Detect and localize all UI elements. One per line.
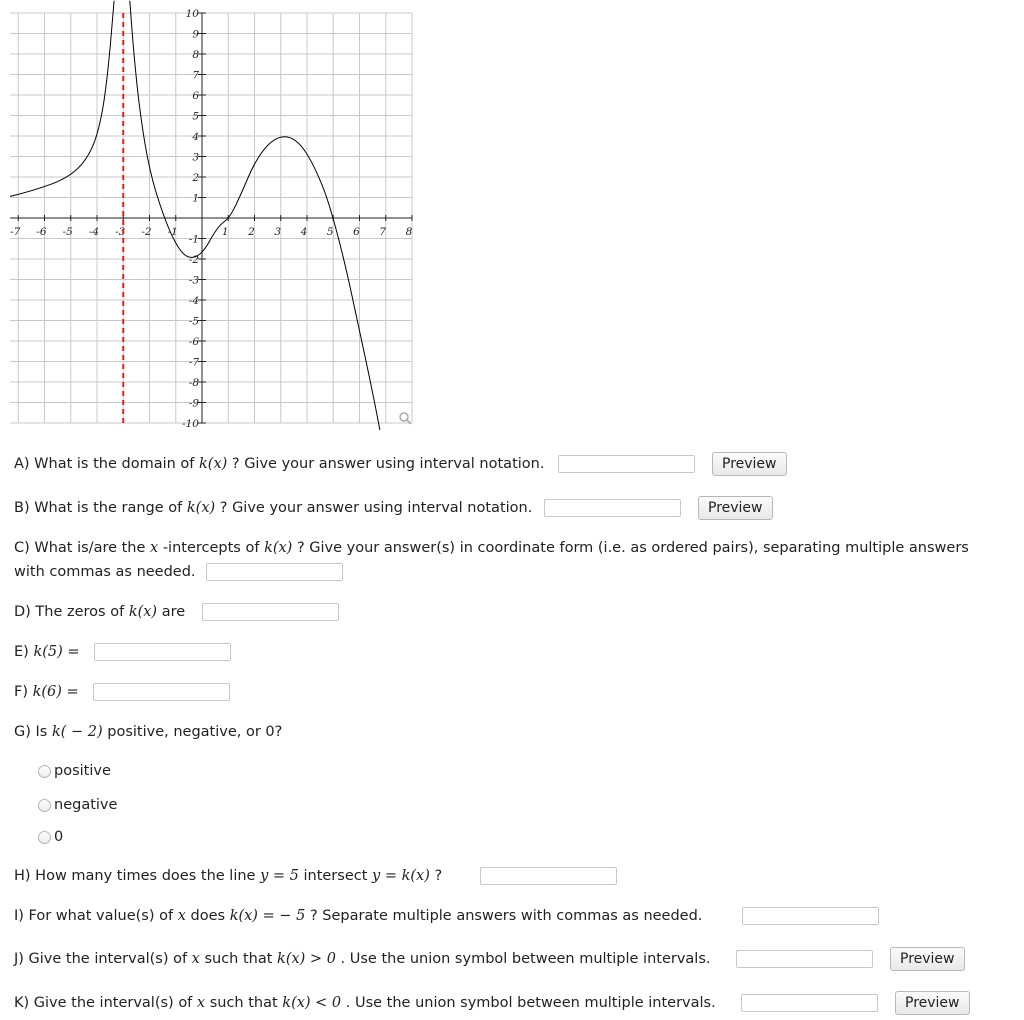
question-k-variable: x	[196, 995, 206, 1011]
question-f-label: F)	[14, 684, 28, 700]
y-tick-label: 3	[192, 151, 199, 164]
question-g-function: k( − 2)	[51, 724, 103, 740]
x-tick-label: 6	[353, 226, 360, 238]
question-j-mid: such that	[204, 951, 273, 967]
x-tick-label: 7	[379, 226, 387, 238]
question-d-function: k(x)	[128, 604, 158, 620]
y-tick-label: -5	[188, 315, 199, 328]
x-tick-label: 5	[326, 226, 334, 238]
curve-left-branch	[10, 1, 114, 201]
k-equals-neg5-input[interactable]	[742, 907, 879, 925]
question-g-text: positive, negative, or 0?	[107, 724, 283, 740]
question-i-label: I) For what value(s) of	[14, 908, 174, 924]
question-c-line2: with commas as needed.	[14, 564, 196, 580]
y-tick-label: 6	[192, 90, 199, 102]
question-i-equation: k(x) = − 5	[229, 908, 306, 924]
question-c	[14, 538, 969, 558]
y-tick-label: -4	[188, 295, 199, 307]
radio-positive[interactable]	[38, 765, 51, 778]
question-k-label: K) Give the interval(s) of	[14, 995, 193, 1011]
question-i-variable: x	[177, 908, 186, 924]
preview-button-j[interactable]: Preview	[890, 947, 965, 971]
question-a-label: A) What is the domain of	[14, 456, 195, 472]
function-graph	[10, 0, 436, 430]
y-tick-label: 9	[192, 28, 199, 41]
preview-button-a[interactable]: Preview	[712, 452, 787, 476]
question-k-text: . Use the union symbol between multiple intervals.	[345, 995, 716, 1011]
x-tick-label: -5	[62, 226, 73, 238]
question-g-label: G) Is	[14, 724, 48, 740]
x-tick-label: -4	[88, 226, 100, 238]
question-k	[14, 993, 716, 1013]
question-h-line-eq: y = 5	[260, 868, 299, 884]
question-e-function: k(5)	[33, 644, 63, 660]
question-d-label: D) The zeros of	[14, 604, 125, 620]
y-tick-label: 7	[192, 69, 199, 82]
x-tick-label: 4	[300, 226, 308, 238]
x-tick-label: -1	[167, 226, 178, 238]
negative-interval-input[interactable]	[741, 994, 878, 1012]
y-tick-label: -6	[188, 336, 199, 348]
x-tick-label: -2	[141, 226, 152, 238]
question-j-text: . Use the union symbol between multiple intervals.	[340, 951, 711, 967]
question-a	[14, 454, 544, 474]
question-h-mid: intersect	[303, 868, 368, 884]
question-c-function: k(x)	[264, 540, 293, 556]
y-tick-label: -1	[188, 233, 199, 246]
option-zero[interactable]	[38, 829, 63, 845]
magnifier-icon	[400, 413, 411, 424]
y-tick-label: 5	[192, 110, 199, 123]
question-b-function: k(x)	[186, 500, 216, 516]
x-tick-label: 3	[274, 226, 282, 238]
question-i-text: ? Separate multiple answers with commas as needed.	[309, 908, 703, 924]
option-positive[interactable]	[38, 763, 111, 779]
question-j-inequality: k(x) > 0	[277, 951, 336, 967]
option-negative-label: negative	[54, 797, 118, 813]
y-tick-label: 4	[192, 131, 199, 143]
question-h-function-eq: y = k(x)	[372, 868, 430, 884]
positive-interval-input[interactable]	[736, 950, 873, 968]
question-k-inequality: k(x) < 0	[282, 995, 342, 1011]
y-tick-label: 8	[192, 49, 199, 61]
question-j-variable: x	[191, 951, 200, 967]
option-negative[interactable]	[38, 797, 117, 813]
graph-canvas	[10, 0, 436, 430]
k5-input[interactable]	[94, 643, 231, 661]
option-positive-label: positive	[54, 763, 111, 779]
y-tick-label: 2	[192, 172, 199, 184]
y-tick-label: 10	[185, 8, 199, 20]
question-f	[14, 682, 79, 702]
x-tick-label: 8	[405, 226, 413, 238]
question-h-label: H) How many times does the line	[14, 868, 256, 884]
question-b-label: B) What is the range of	[14, 500, 183, 516]
x-tick-label: -6	[36, 226, 47, 238]
question-c-label: C) What is/are the	[14, 540, 146, 556]
question-c-variable: x	[150, 540, 159, 556]
question-e-equals: =	[67, 644, 80, 660]
question-f-function: k(6)	[32, 684, 62, 700]
x-tick-label: 1	[221, 226, 229, 238]
question-i-mid: does	[190, 908, 226, 924]
question-d	[14, 602, 185, 622]
option-zero-label: 0	[54, 829, 64, 845]
preview-button-b[interactable]: Preview	[698, 496, 773, 520]
question-d-text: are	[161, 604, 186, 620]
question-b	[14, 498, 532, 518]
domain-input[interactable]	[558, 455, 695, 473]
question-e-label: E)	[14, 644, 29, 660]
question-k-mid: such that	[209, 995, 278, 1011]
question-g	[14, 722, 282, 742]
question-j	[14, 949, 710, 969]
range-input[interactable]	[544, 499, 681, 517]
y-tick-label: -2	[188, 254, 199, 266]
question-c-mid: -intercepts of	[162, 540, 260, 556]
intersections-input[interactable]	[480, 867, 617, 885]
y-tick-label: -8	[188, 377, 199, 389]
x-intercepts-input[interactable]	[206, 563, 343, 581]
question-b-text: ? Give your answer using interval notation.	[219, 500, 533, 516]
question-h	[14, 866, 442, 886]
y-tick-label: 1	[192, 192, 199, 205]
question-j-label: J) Give the interval(s) of	[14, 951, 188, 967]
question-h-text: ?	[434, 868, 443, 884]
question-a-function: k(x)	[199, 456, 228, 472]
question-i	[14, 906, 702, 926]
y-tick-label: -7	[188, 356, 199, 369]
y-tick-label: -3	[188, 274, 199, 287]
x-tick-label: 2	[248, 226, 255, 238]
radio-zero[interactable]	[38, 831, 51, 844]
question-f-equals: =	[66, 684, 79, 700]
x-tick-label: -7	[10, 226, 21, 238]
question-e	[14, 642, 80, 662]
question-c-text: ? Give your answer(s) in coordinate form (i.e. as ordered pairs), separating multiple answers	[296, 540, 969, 556]
x-tick-label: -3	[115, 226, 126, 238]
radio-negative[interactable]	[38, 799, 51, 812]
zeros-input[interactable]	[202, 603, 339, 621]
k6-input[interactable]	[93, 683, 230, 701]
question-a-text: ? Give your answer using interval notation.	[231, 456, 545, 472]
curve-right-branch	[130, 1, 381, 430]
preview-button-k[interactable]: Preview	[895, 991, 970, 1015]
y-tick-label: -10	[182, 418, 199, 430]
y-tick-label: -9	[188, 397, 199, 410]
